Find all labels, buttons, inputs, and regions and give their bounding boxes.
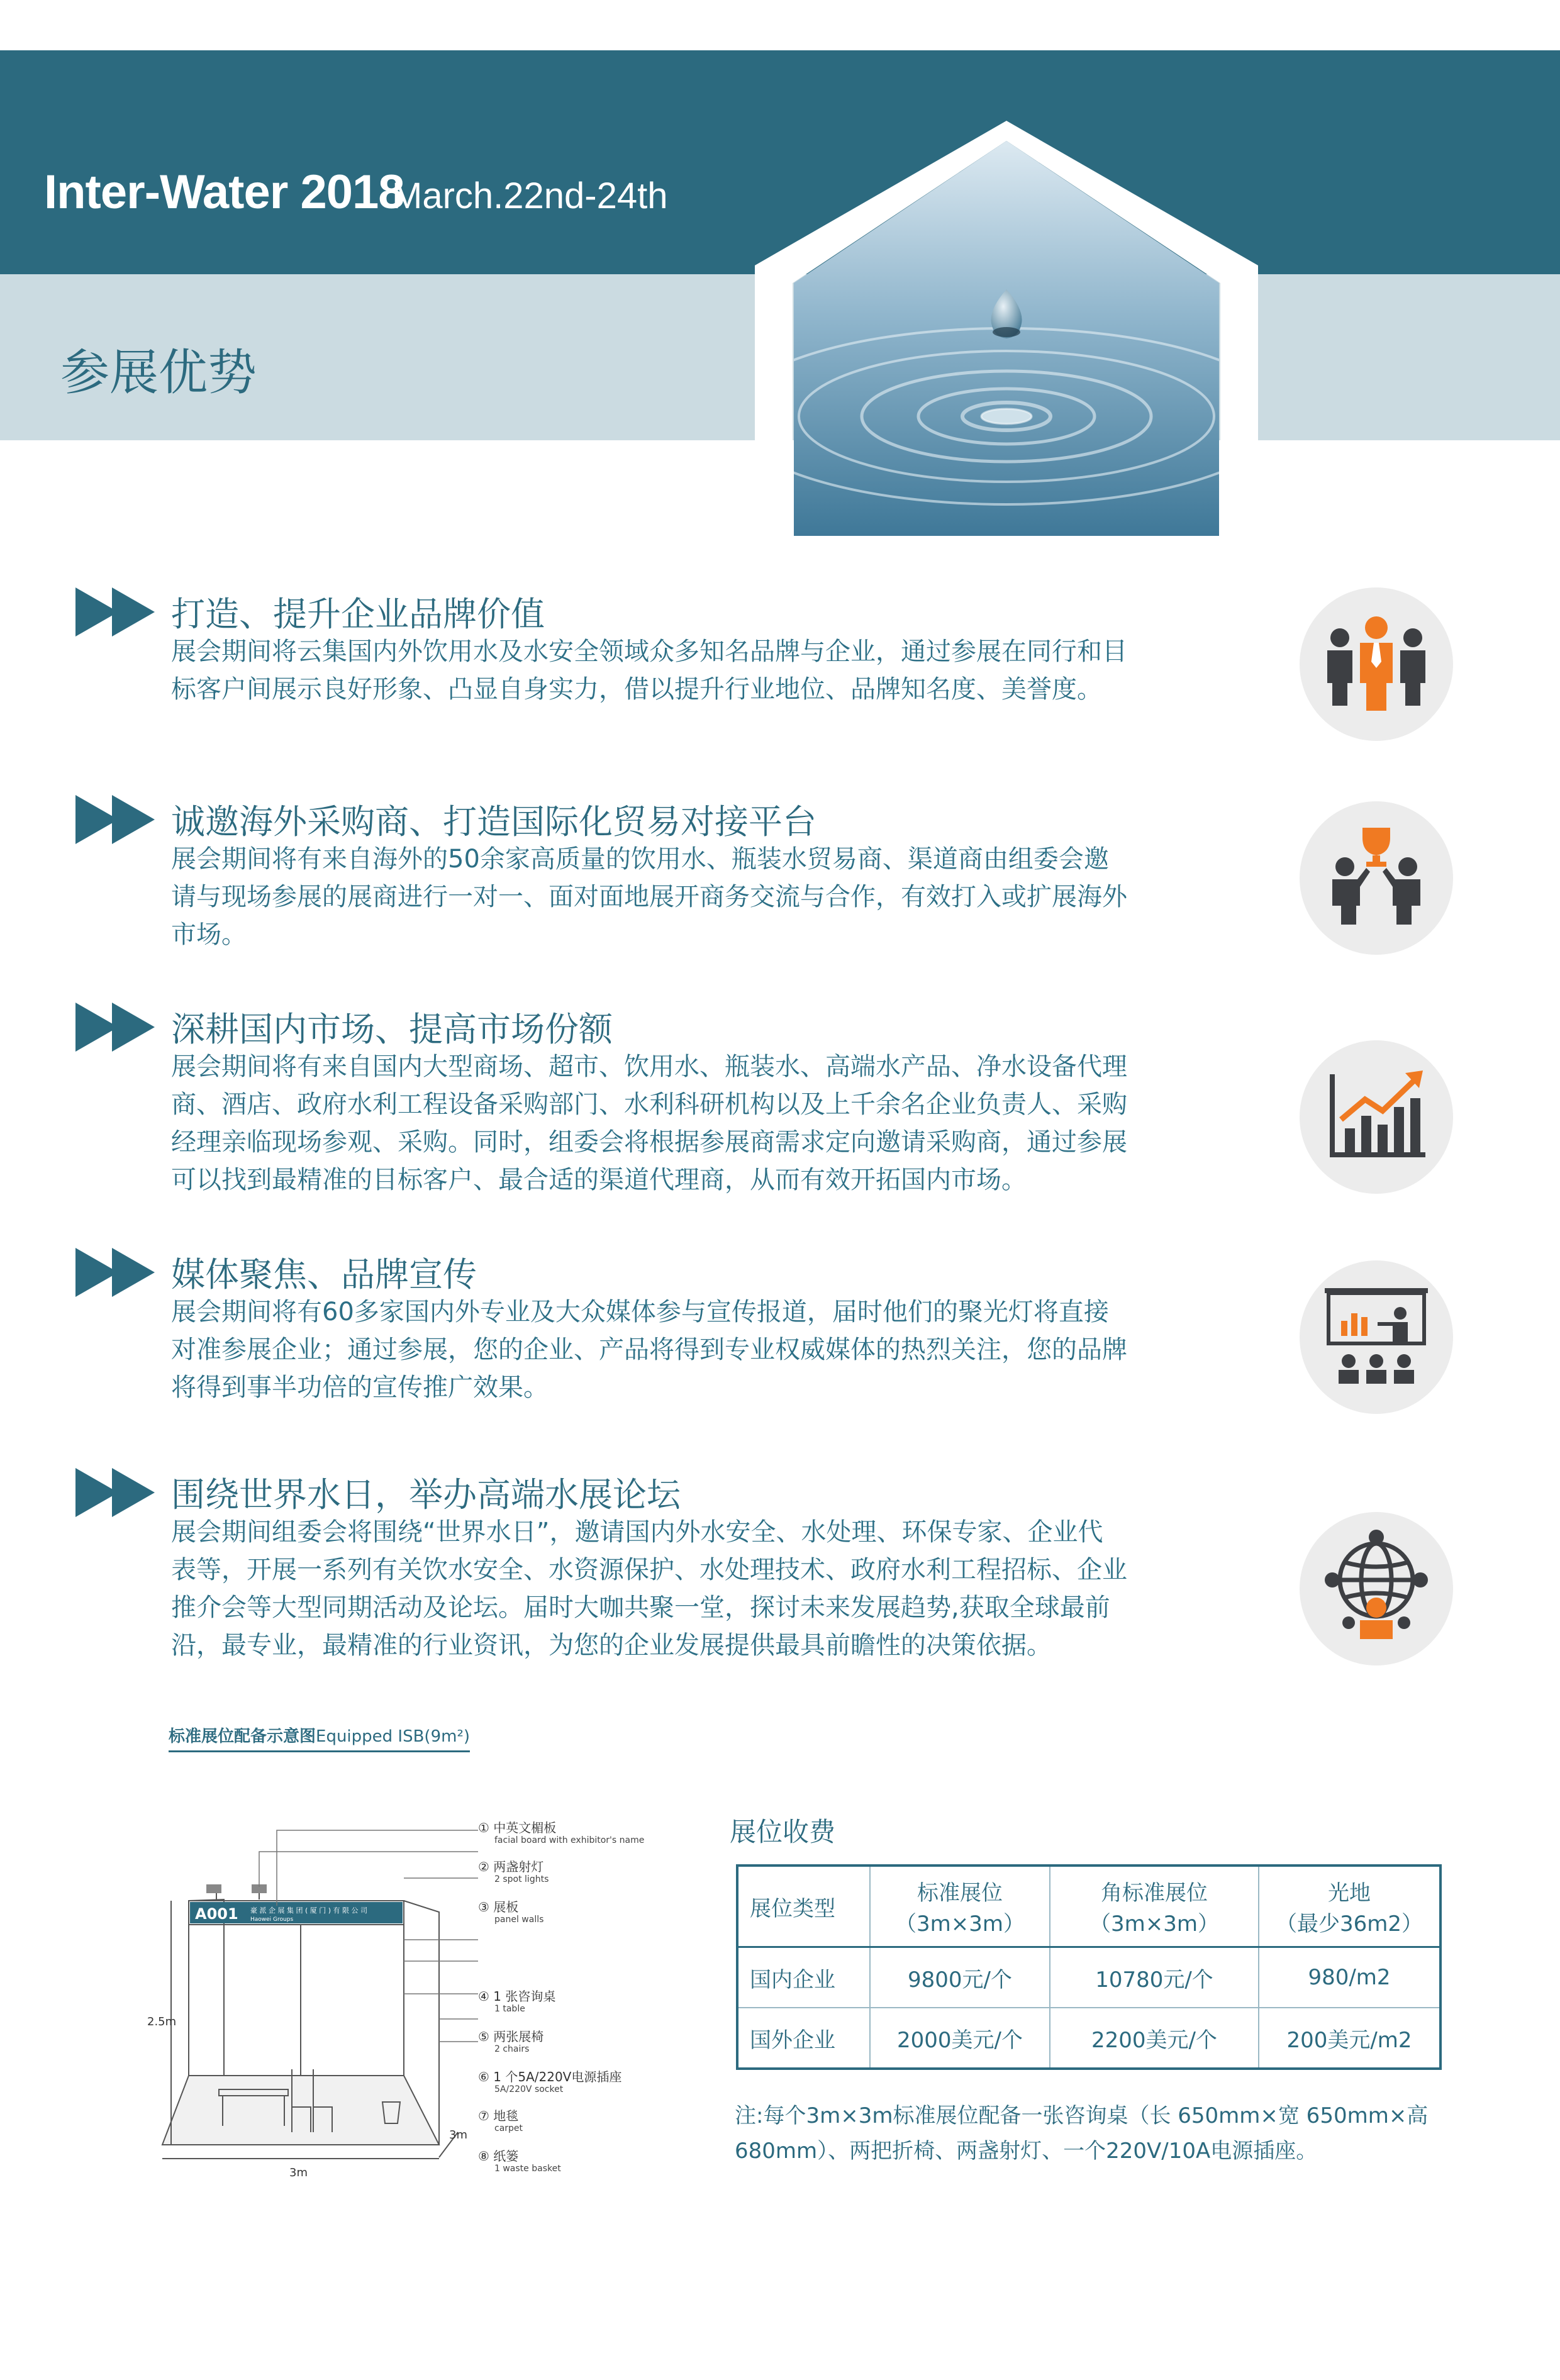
section-arrow-icon: [75, 795, 161, 844]
legend-item-cn: ③ 展板: [478, 1899, 519, 1915]
table-cell: 980/m2: [1259, 1947, 1440, 2008]
table-header-cell: 光地 （最少36m2）: [1259, 1866, 1440, 1947]
table-cell: 10780元/个: [1050, 1947, 1259, 2008]
booth-diagram-title-cn: 标准展位配备示意图: [169, 1727, 316, 1746]
advantage-1-title: 打造、提升企业品牌价值: [171, 594, 545, 634]
legend-item: [478, 1990, 555, 2015]
legend-item: [478, 2110, 523, 2135]
booth-number: A001: [195, 1905, 238, 1923]
legend-item-en: 2 chairs: [494, 2044, 530, 2054]
advantage-3-title: 深耕国内市场、提高市场份额: [171, 1009, 613, 1049]
section-arrow-icon: [75, 1248, 161, 1297]
section-arrow-icon: [75, 1468, 161, 1517]
legend-item-en: carpet: [494, 2123, 523, 2133]
legend-item-en: 2 spot lights: [494, 1874, 549, 1884]
advantage-3-body: 展会期间将有来自国内大型商场、超市、饮用水、瓶装水、高端水产品、净水设备代理 商、酒店、政府水利工程设备采购部门、水利科研机构以及上千余名企业负责人、采购 经理亲临现场参观、采购。同时，组委会将根据参展商需求定向邀请采购商，通过参展 可以找到最精准的目标客户、最合适的渠道代理商，从而有效开拓国内市场。: [171, 1052, 1127, 1194]
legend-item: [478, 1860, 549, 1886]
table-cell: 9800元/个: [870, 1947, 1050, 2008]
table-cell: 2200美元/个: [1050, 2008, 1259, 2069]
fees-note: 注:每个3m×3m标准展位配备一张咨询桌（长 650mm×宽 650mm×高 680mm）、两把折椅、两盏射灯、一个220V/10A电源插座。: [735, 2103, 1429, 2164]
section-arrow-icon: [75, 587, 161, 637]
legend-item-cn: ④ 1 张咨询桌: [478, 1989, 556, 2004]
advantage-1-body: 展会期间将云集国内外饮用水及水安全领域众多知名品牌与企业，通过参展在同行和目 标客户间展示良好形象、凸显自身实力，借以提升行业地位、品牌知名度、美誉度。: [171, 637, 1127, 704]
table-row: [737, 1947, 1440, 2008]
legend-item-cn: ⑦ 地毯: [478, 2108, 519, 2123]
legend-item-cn: ⑧ 纸篓: [478, 2149, 519, 2164]
legend-item-cn: ① 中英文楣板: [478, 1820, 557, 1835]
team-leader-icon: [1300, 587, 1453, 741]
global-network-icon: [1300, 1512, 1453, 1665]
legend-item: [478, 1901, 543, 1926]
width-label: 3m: [289, 2166, 308, 2179]
table-header-cell: 展位类型: [737, 1866, 870, 1947]
advantage-2-body: 展会期间将有来自海外的50余家高质量的饮用水、瓶装水贸易商、渠道商由组委会邀 请与现场参展的展商进行一对一、面对面地展开商务交流与合作，有效打入或扩展海外 市场。: [171, 845, 1127, 949]
legend-item-cn: ⑥ 1 个5A/220V电源插座: [478, 2069, 622, 2084]
fascia-cn: 豪 派 企 展 集 团 ( 厦 门 ) 有 限 公 司: [250, 1906, 368, 1915]
legend-item: [478, 1821, 644, 1847]
height-label: 2.5m: [147, 2015, 177, 2028]
water-drop-house-image: [755, 121, 1258, 548]
section-arrow-icon: [75, 1003, 161, 1052]
table-row: [737, 2008, 1440, 2069]
legend-item: [478, 2030, 543, 2055]
legend-item-en: facial board with exhibitor's name: [494, 1835, 645, 1845]
growth-chart-icon: [1300, 1040, 1453, 1194]
event-dates: March.22nd-24th: [392, 175, 668, 216]
table-cell: 200美元/m2: [1259, 2008, 1440, 2069]
legend-item-cn: ② 两盏射灯: [478, 1859, 544, 1874]
depth-label: 3m: [449, 2128, 467, 2142]
fascia-en: Haowei Groups: [250, 1916, 294, 1923]
trophy-handshake-icon: [1300, 801, 1453, 955]
table-header-cell: 标准展位 （3m×3m）: [870, 1866, 1050, 1947]
legend-item: [478, 2150, 561, 2175]
fees-title: 展位收费: [730, 1816, 836, 1847]
booth-diagram-title-en: Equipped ISB(9m²): [316, 1727, 471, 1746]
legend-item: [478, 2071, 621, 2096]
legend-item-en: 1 table: [494, 2004, 525, 2014]
table-header-cell: 角标准展位 （3m×3m）: [1050, 1866, 1259, 1947]
advantage-5-body: 展会期间组委会将围绕“世界水日”，邀请国内外水安全、水处理、环保专家、企业代 表等，开展一系列有关饮水安全、水资源保护、水处理技术、政府水利工程招标、企业 推介会等大型同期活动及论坛。届时大咖共聚一堂，探讨未来发展趋势,获取全球最前 沿，最专业，最精准的行业资讯，为您的企业发展提供最具前瞻性的决策依据。: [171, 1518, 1127, 1660]
fees-table: [736, 1864, 1442, 2070]
legend-item-cn: ⑤ 两张展椅: [478, 2029, 544, 2044]
table-cell: 国外企业: [737, 2008, 870, 2069]
legend-item-en: panel walls: [494, 1915, 544, 1925]
table-cell: 2000美元/个: [870, 2008, 1050, 2069]
booth-diagram: [143, 1805, 697, 2189]
advantage-4-body: 展会期间将有60多家国内外专业及大众媒体参与宣传报道，届时他们的聚光灯将直接 对准参展企业；通过参展，您的企业、产品将得到专业权威媒体的热烈关注，您的品牌 将得到事半功倍的宣传推广效果。: [171, 1298, 1127, 1402]
legend-item-en: 1 waste basket: [494, 2164, 561, 2174]
advantage-4-title: 媒体聚焦、品牌宣传: [171, 1255, 477, 1294]
brand-title: Inter-Water 2018: [44, 165, 404, 219]
advantage-5-title: 围绕世界水日，举办高端水展论坛: [171, 1475, 681, 1515]
booth-diagram-title: [169, 1723, 470, 1752]
legend-item-en: 5A/220V socket: [494, 2084, 564, 2094]
table-cell: 国内企业: [737, 1947, 870, 2008]
page-title: 参展优势: [60, 345, 257, 401]
advantage-2-title: 诚邀海外采购商、打造国际化贸易对接平台: [171, 802, 816, 842]
presentation-icon: [1300, 1260, 1453, 1414]
